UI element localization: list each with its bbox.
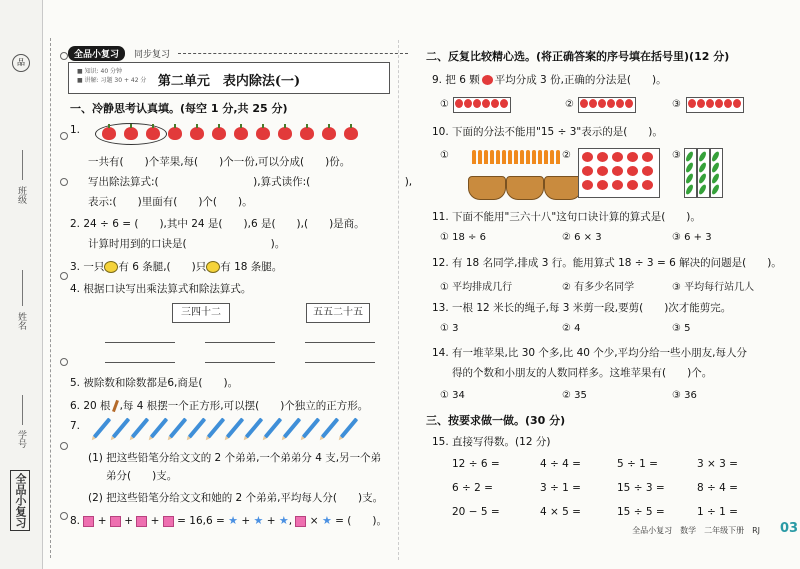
apple-icon (482, 75, 493, 85)
q12-text: 12. 有 18 名同学,排成 3 行。能用算式 18 ÷ 3 = 6 解决的问题是( )。 (432, 257, 782, 269)
punch-hole (60, 442, 68, 450)
apple-icon (625, 99, 633, 108)
pencil-icon (150, 418, 168, 439)
cut-line (50, 38, 51, 558)
q9-part-a: 9. 把 6 颗 (432, 74, 480, 86)
calc-item: 4 × 5 = (540, 506, 581, 518)
q11-option-1[interactable]: ① 18 ÷ 6 (440, 232, 486, 243)
calc-item: 12 ÷ 6 = (452, 458, 500, 470)
q6-part-a: 6. 20 根 (70, 400, 111, 412)
apple-icon (627, 166, 638, 176)
calc-item: 1 ÷ 1 = (697, 506, 738, 518)
rhyme-card-1: 三四十二 (172, 303, 230, 323)
carrot-icon (550, 150, 554, 164)
q3-part-a: 3. 一只 (70, 261, 105, 273)
apple-icon (627, 180, 638, 190)
pencil-icon (93, 418, 111, 439)
brand-logo: 全品小复习 (68, 46, 125, 61)
q7-part1-line-b: 弟分( )支。 (106, 470, 178, 482)
apple-icon (582, 152, 593, 162)
q7-number: 7. (70, 420, 81, 432)
apple-icon (482, 99, 490, 108)
apple-icon (300, 127, 314, 140)
footer-text: 全品小复习 数学 二年级下册 RJ (632, 526, 760, 535)
answer-line (305, 362, 375, 363)
apple-icon (612, 180, 623, 190)
calc-item: 5 ÷ 1 = (617, 458, 658, 470)
class-line (22, 150, 23, 180)
apple-icon (168, 127, 182, 140)
q2-text: 2. 24 ÷ 6 = ( ),其中 24 是( ),6 是( ),( )是商。 (70, 218, 365, 230)
apple-icon (464, 99, 472, 108)
answer-line (105, 362, 175, 363)
q12-option-1[interactable]: ① 平均排成几行 (440, 282, 513, 293)
pencil-icon (340, 418, 358, 439)
apple-icon (724, 99, 732, 108)
apple-icon (473, 99, 481, 108)
q6-part-b: ,每 4 根摆一个正方形,可以摆( )个独立的正方形。 (119, 400, 369, 412)
name-label: 姓名 (16, 312, 26, 330)
star-icon: ★ (278, 514, 289, 527)
apple-icon (124, 127, 138, 140)
q11-option-3[interactable]: ③ 6 + 3 (672, 232, 712, 243)
header-strip (68, 46, 388, 60)
apple-icon (190, 127, 204, 140)
answer-line (105, 342, 175, 343)
q1-line-1: 一共有( )个苹果,每( )个一份,可以分成( )份。 (88, 156, 351, 168)
pencil-icon (169, 418, 187, 439)
q6-text (70, 398, 368, 413)
q5-text: 5. 被除数和除数都是6,商是( )。 (70, 377, 239, 389)
section-tag: 同步复习 (134, 50, 171, 60)
square-icon (136, 516, 147, 527)
q3-text (70, 259, 282, 274)
q10-option-3[interactable]: ③ (672, 150, 681, 161)
apple-icon (500, 99, 508, 108)
apple-icon (612, 152, 623, 162)
q14-option-3[interactable]: ③ 36 (672, 390, 697, 401)
id-line (22, 395, 23, 425)
bee-icon (104, 261, 118, 273)
q14-line-1: 14. 有一堆苹果,比 30 个多,比 40 个少,平均分给一些小朋友,每人分 (432, 347, 747, 359)
pencil-icon (131, 418, 149, 439)
calc-item: 6 ÷ 2 = (452, 482, 493, 494)
carrot-icon (538, 150, 542, 164)
q12-option-2[interactable]: ② 有多少名同学 (562, 282, 635, 293)
pencil-icon (321, 418, 339, 439)
punch-hole (60, 178, 68, 186)
q8-text: 8. + + + = 16,6 = ★ + ★ + ★, × ★ = ( )。 (70, 514, 387, 527)
section-3-heading: 三、按要求做一做。(30 分) (426, 414, 566, 427)
square-icon (163, 516, 174, 527)
q13-option-3[interactable]: ③ 5 (672, 323, 691, 334)
pencil-icon (302, 418, 320, 439)
calc-item: 3 × 3 = (697, 458, 738, 470)
star-icon: ★ (321, 514, 332, 527)
pencil-icon (264, 418, 282, 439)
q2-rhyme: 计算时用到的口诀是( )。 (88, 238, 286, 250)
q8-number: 8. (70, 515, 81, 527)
pencil-icon (245, 418, 263, 439)
apple-icon (598, 99, 606, 108)
meta-line-1: ■ 知识: 40 分钟 (77, 68, 123, 75)
q10-option-2[interactable]: ② (562, 150, 571, 161)
apple-icon (715, 99, 723, 108)
header-rule (178, 53, 408, 54)
class-label: 班级 (16, 186, 26, 204)
q10-option-1[interactable]: ① (440, 150, 449, 161)
answer-line (205, 362, 275, 363)
section-2-heading: 二、反复比较精心选。(将正确答案的序号填在括号里)(12 分) (426, 50, 730, 63)
q13-text: 13. 一根 12 米长的绳子,每 3 米剪一段,要剪( )次才能剪完。 (432, 302, 732, 314)
carrot-icon (502, 150, 506, 164)
page-badge: 品 (12, 54, 30, 72)
apple-icon (212, 127, 226, 140)
punch-hole (60, 512, 68, 520)
punch-hole (60, 358, 68, 366)
q9-text (432, 72, 667, 87)
q11-text: 11. 下面不能用"三六十八"这句口诀计算的算式是( )。 (432, 211, 701, 223)
square-icon (295, 516, 306, 527)
apple-icon (706, 99, 714, 108)
unit-title: 第二单元 表内除法(一) (157, 74, 301, 89)
q1-line-2: 写出除法算式:( ),算式读作:( ), (88, 176, 413, 188)
punch-hole (60, 132, 68, 140)
q10-text: 10. 下面的分法不能用"15 ÷ 3"表示的是( )。 (432, 126, 663, 138)
apple-icon (688, 99, 696, 108)
carrot-icon (514, 150, 518, 164)
apple-icon (642, 152, 653, 162)
q14-option-1[interactable]: ① 34 (440, 390, 465, 401)
carrot-icon (544, 150, 548, 164)
q1-line-3: 表示:( )里面有( )个( )。 (88, 196, 253, 208)
page-fold (398, 40, 399, 560)
q3-part-b: 有 6 条腿,( )只 (118, 261, 207, 273)
apple-icon (597, 152, 608, 162)
name-line (22, 270, 23, 306)
q9-option-3[interactable]: ③ (672, 99, 681, 110)
apple-icon (256, 127, 270, 140)
carrot-icon (478, 150, 482, 164)
apple-icon (627, 152, 638, 162)
calc-item: 8 ÷ 4 = (697, 482, 738, 494)
rhyme-card-2: 五五二十五 (306, 303, 370, 323)
section-1-heading: 一、冷静思考认真填。(每空 1 分,共 25 分) (70, 102, 288, 115)
q8-middle: = 16,6 = (177, 515, 225, 527)
apple-icon (607, 99, 615, 108)
q9-option-1[interactable]: ① (440, 99, 449, 110)
apple-icon (582, 166, 593, 176)
apple-icon (278, 127, 292, 140)
apple-icon (455, 99, 463, 108)
q14-line-2: 得的个数和小朋友的人数同样多。这堆苹果有( )个。 (452, 367, 713, 379)
unit-title-box (68, 62, 390, 94)
apple-icon (102, 127, 116, 140)
matchstick-icon (112, 400, 119, 412)
pencil-icon (226, 418, 244, 439)
carrot-icon (490, 150, 494, 164)
punch-hole (60, 52, 68, 60)
q9-part-b: 平均分成 3 份,正确的分法是( )。 (494, 74, 667, 86)
q7-part2: (2) 把这些铅笔分给文文和她的 2 个弟弟,平均每人分( )支。 (88, 492, 384, 504)
q8-end: = ( )。 (335, 515, 387, 527)
pencil-icon (283, 418, 301, 439)
q12-option-3[interactable]: ③ 平均每行站几人 (672, 282, 755, 293)
square-icon (83, 516, 94, 527)
bee-icon (206, 261, 220, 273)
calc-item: 4 ÷ 4 = (540, 458, 581, 470)
apple-icon (322, 127, 336, 140)
pencil-icon (188, 418, 206, 439)
q13-option-1[interactable]: ① 3 (440, 323, 459, 334)
apple-icon (491, 99, 499, 108)
calc-item: 15 ÷ 5 = (617, 506, 665, 518)
carrot-icon (526, 150, 530, 164)
star-icon: ★ (253, 514, 264, 527)
q15-text: 15. 直接写得数。(12 分) (432, 436, 551, 448)
calc-item: 20 − 5 = (452, 506, 500, 518)
q7-part1-line-a: (1) 把这些铅笔分给文文的 2 个弟弟,一个弟弟分 4 支,另一个弟 (88, 452, 382, 464)
carrot-icon (556, 150, 560, 164)
apple-icon (612, 166, 623, 176)
apple-icon (733, 99, 741, 108)
pencil-icon (112, 418, 130, 439)
star-icon: ★ (228, 514, 239, 527)
apple-icon (580, 99, 588, 108)
q4-text: 4. 根据口诀写出乘法算式和除法算式。 (70, 283, 252, 295)
carrot-icon (520, 150, 524, 164)
apple-icon (642, 180, 653, 190)
apple-icon (642, 166, 653, 176)
calc-item: 15 ÷ 3 = (617, 482, 665, 494)
q13-option-2[interactable]: ② 4 (562, 323, 581, 334)
vertical-logo: 全品小复习 (10, 470, 30, 531)
q9-option-2[interactable]: ② (565, 99, 574, 110)
carrot-icon (496, 150, 500, 164)
apple-icon (616, 99, 624, 108)
calc-item: 3 ÷ 1 = (540, 482, 581, 494)
apple-icon (597, 180, 608, 190)
apple-icon (697, 99, 705, 108)
meta-line-2: ■ 讲解: 习题 30 + 42 分 (77, 77, 147, 84)
basket-icon (468, 176, 506, 200)
carrot-icon (484, 150, 488, 164)
punch-hole (60, 272, 68, 280)
q14-option-2[interactable]: ② 35 (562, 390, 587, 401)
apple-icon (582, 180, 593, 190)
q3-part-c: 有 18 条腿。 (220, 261, 283, 273)
answer-line (205, 342, 275, 343)
page-number: 03 (780, 521, 799, 536)
pencil-icon (207, 418, 225, 439)
basket-icon (544, 176, 582, 200)
answer-line (305, 342, 375, 343)
apple-icon (146, 127, 160, 140)
carrot-icon (472, 150, 476, 164)
q1-number: 1. (70, 124, 81, 136)
apple-icon (597, 166, 608, 176)
q11-option-2[interactable]: ② 6 × 3 (562, 232, 602, 243)
id-label: 学号 (16, 430, 26, 448)
basket-icon (506, 176, 544, 200)
apple-icon (234, 127, 248, 140)
apple-icon (589, 99, 597, 108)
carrot-icon (508, 150, 512, 164)
apple-icon (344, 127, 358, 140)
square-icon (110, 516, 121, 527)
carrot-icon (532, 150, 536, 164)
